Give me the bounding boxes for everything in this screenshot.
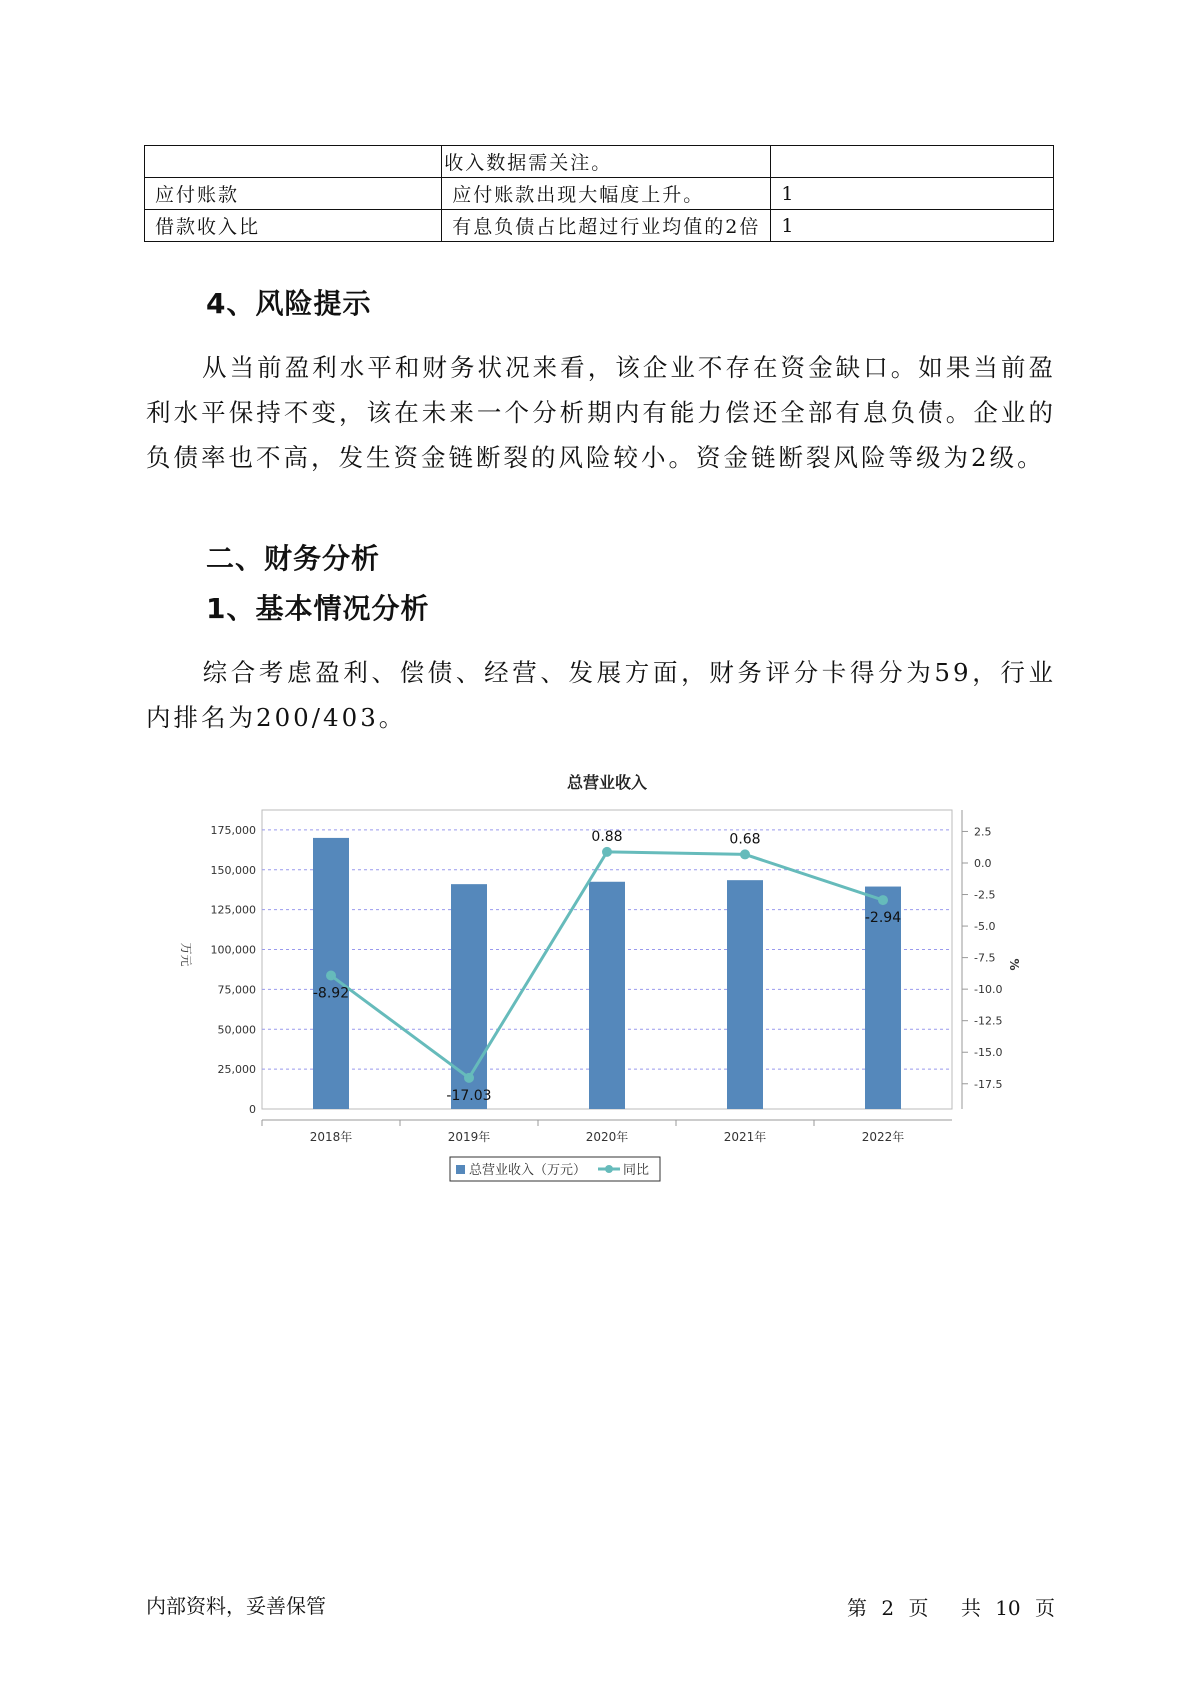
y2-tick-label: 2.5	[974, 825, 992, 839]
table-cell-indicator: 借款收入比	[145, 210, 442, 242]
bar-revenue	[727, 880, 763, 1109]
point-yoy	[464, 1073, 474, 1083]
data-label-yoy: 0.68	[729, 831, 761, 848]
table-cell-indicator	[145, 146, 442, 178]
footer-confidential: 内部资料，妥善保管	[146, 1594, 326, 1618]
table-cell-value: 1	[771, 210, 1054, 242]
page-total: 10	[995, 1596, 1021, 1620]
point-yoy	[878, 895, 888, 905]
y-tick-label: 75,000	[217, 983, 256, 997]
y2-tick-label: -2.5	[974, 888, 996, 902]
table-cell-value	[771, 146, 1054, 178]
y2-tick-label: -12.5	[974, 1014, 1003, 1028]
data-label-yoy: 0.88	[591, 828, 623, 845]
legend-swatch-revenue	[456, 1165, 465, 1174]
table-row	[145, 178, 1054, 210]
table-cell-description: 有息负债占比超过行业均值的2倍	[442, 210, 771, 242]
y-tick-label: 0	[249, 1103, 256, 1116]
y2-tick-label: -10.0	[974, 983, 1003, 997]
y2-tick-label: 0.0	[974, 856, 992, 870]
risk-table	[144, 145, 1054, 242]
risk-paragraph	[146, 345, 1056, 480]
y-tick-label: 50,000	[217, 1023, 256, 1037]
y2-tick-label: -17.5	[974, 1077, 1003, 1091]
chart-svg	[170, 760, 1030, 1220]
table-cell-description: 收入数据需关注。	[442, 146, 771, 178]
x-tick-label: 2020年	[585, 1130, 629, 1144]
table-cell-indicator: 应付账款	[145, 178, 442, 210]
data-label-yoy: -2.94	[864, 910, 902, 927]
bar-revenue	[589, 882, 625, 1109]
x-tick-label: 2018年	[309, 1130, 353, 1144]
x-tick-label: 2022年	[861, 1130, 905, 1144]
data-label-yoy: -8.92	[312, 985, 350, 1002]
y2-tick-label: -5.0	[974, 920, 996, 934]
page-label-prefix: 第	[847, 1596, 868, 1620]
y-tick-label: 175,000	[210, 823, 256, 837]
chart-title: 总营业收入	[566, 773, 648, 792]
basic-heading: 1、基本情况分析	[206, 592, 430, 625]
table-row	[145, 210, 1054, 242]
data-label-yoy: -17.03	[446, 1087, 492, 1104]
y2-axis-label: %	[1007, 958, 1021, 971]
page-current: 2	[881, 1596, 895, 1620]
y-tick-label: 125,000	[210, 903, 256, 917]
page-total-suffix: 页	[1035, 1596, 1055, 1620]
revenue-chart	[170, 760, 1030, 1220]
y2-tick-label: -7.5	[974, 951, 996, 965]
page-label-suffix: 页	[908, 1596, 929, 1620]
x-tick-label: 2021年	[723, 1130, 767, 1144]
point-yoy	[326, 971, 336, 981]
table-row	[145, 146, 1054, 178]
risk-paragraph-text: 从当前盈利水平和财务状况来看，该企业不存在资金缺口。如果当前盈利水平保持不变，该在未来一个分析期内有能力偿还全部有息负债。企业的负债率也不高，发生资金链断裂的风险较小。资金链断裂风险等级为2级。	[146, 353, 1056, 472]
page-total-prefix: 共	[960, 1596, 981, 1620]
finance-heading: 二、财务分析	[206, 542, 381, 575]
point-yoy	[740, 849, 750, 859]
y-tick-label: 150,000	[210, 863, 256, 877]
y-axis-label: 万元	[179, 942, 193, 967]
table-cell-description: 应付账款出现大幅度上升。	[442, 178, 771, 210]
y-tick-label: 25,000	[217, 1063, 256, 1077]
basic-paragraph	[146, 650, 1056, 740]
legend-label-yoy: 同比	[623, 1163, 650, 1178]
page-number	[847, 1592, 1055, 1621]
y-tick-label: 100,000	[210, 943, 256, 957]
risk-heading: 4、风险提示	[206, 287, 372, 320]
legend-marker-yoy	[605, 1165, 613, 1173]
x-tick-label: 2019年	[447, 1130, 491, 1144]
basic-paragraph-text: 综合考虑盈利、偿债、经营、发展方面，财务评分卡得分为59，行业内排名为200/403。	[146, 658, 1056, 732]
y2-tick-label: -15.0	[974, 1046, 1003, 1060]
point-yoy	[602, 847, 612, 857]
table-cell-value: 1	[771, 178, 1054, 210]
legend-label-revenue: 总营业收入（万元）	[469, 1163, 587, 1178]
